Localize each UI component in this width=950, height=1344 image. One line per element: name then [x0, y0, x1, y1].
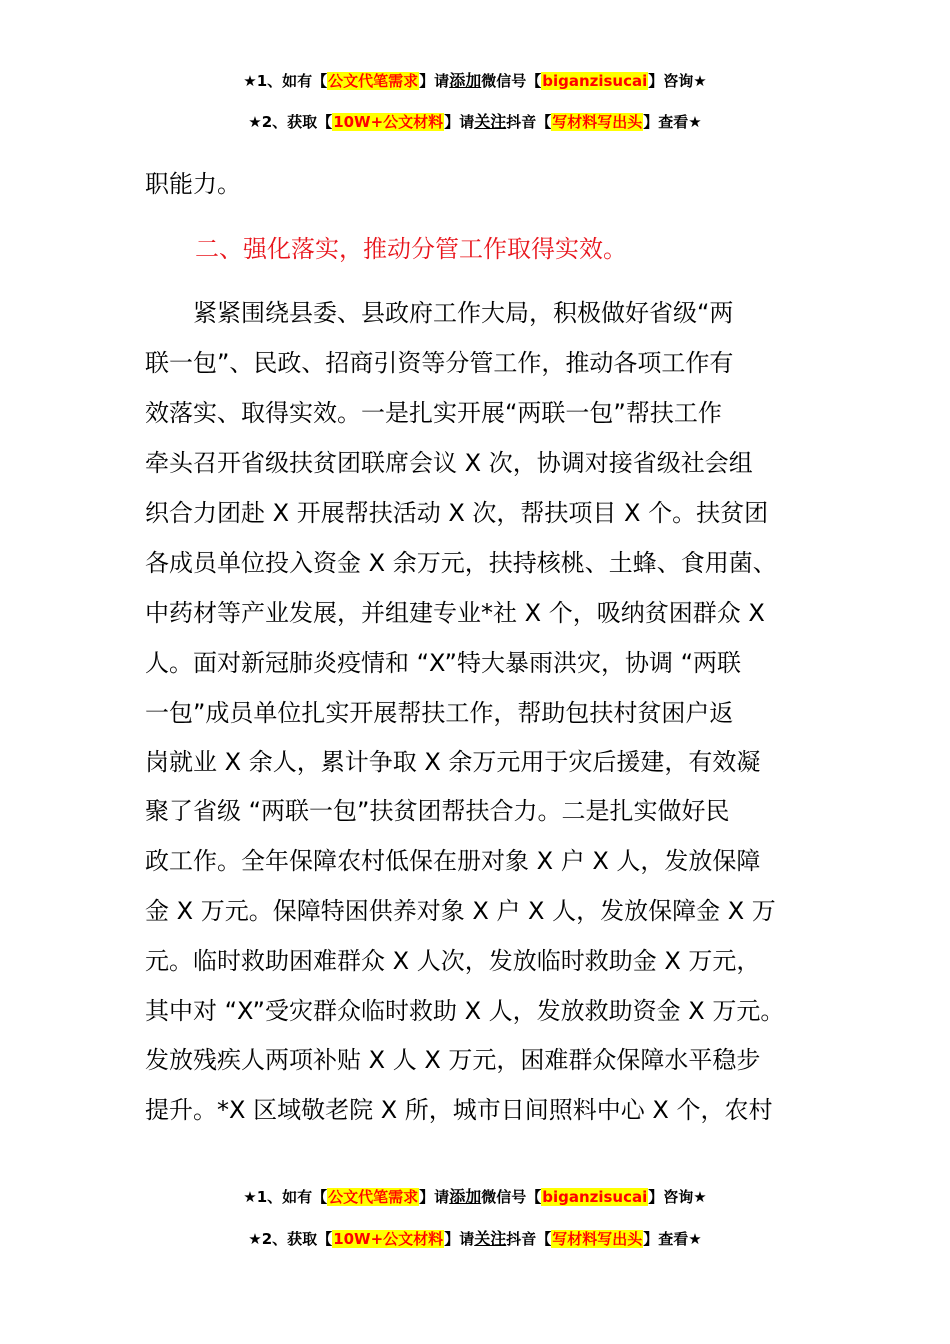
paragraph-line: 发放残疾人两项补贴 X 人 X 万元，困难群众保障水平稳步	[145, 1046, 761, 1074]
promo-text: 】请	[444, 113, 475, 131]
paragraph-line: 中药材等产业发展，并组建专业*社 X 个，吸纳贫困群众 X	[145, 599, 765, 627]
promo-text: 抖音【	[506, 1230, 552, 1248]
paragraph-line: 聚了省级 “两联一包”扶贫团帮扶合力。二是扎实做好民	[145, 797, 730, 825]
promo-text: ★1、如有【	[243, 1188, 328, 1206]
promo-text: ★1、如有【	[243, 72, 328, 90]
promo-text: 】请	[419, 1188, 450, 1206]
promo-text: 抖音【	[506, 113, 552, 131]
paragraph-line: 其中对 “X”受灾群众临时救助 X 人，发放救助资金 X 万元。	[145, 997, 785, 1025]
paragraph-line: 政工作。全年保障农村低保在册对象 X 户 X 人，发放保障	[145, 847, 761, 875]
promo-highlight-wechat-id: biganzisucai	[542, 1188, 648, 1206]
promo-emphasis: 关注	[474, 1229, 507, 1248]
promo-text: 微信号【	[481, 72, 542, 90]
promo-highlight: 10W+公文材料	[333, 1230, 444, 1248]
paragraph-line: 各成员单位投入资金 X 余万元，扶持核桃、土蜂、食用菌、	[145, 549, 777, 577]
promo-highlight-douyin: 写材料写出头	[552, 1230, 643, 1248]
promo-highlight-wechat-id: biganzisucai	[542, 72, 648, 90]
paragraph-line: 联一包”、民政、招商引资等分管工作，推动各项工作有	[145, 349, 734, 377]
promo-text: ★2、获取【	[248, 1230, 333, 1248]
section-heading: 二、强化落实，推动分管工作取得实效。	[195, 235, 627, 263]
promo-emphasis: 添加	[449, 1187, 482, 1206]
paragraph-line: 人。面对新冠肺炎疫情和 “X”特大暴雨洪灾，协调 “两联	[145, 649, 742, 677]
paragraph-line: 效落实、取得实效。一是扎实开展“两联一包”帮扶工作	[145, 399, 722, 427]
promo-highlight: 公文代笔需求	[328, 1188, 419, 1206]
paragraph-line: 金 X 万元。保障特困供养对象 X 户 X 人，发放保障金 X 万	[145, 897, 776, 925]
promo-emphasis: 关注	[474, 112, 507, 131]
footer-promo-line-2	[0, 1228, 950, 1250]
paragraph-line: 织合力团赴 X 开展帮扶活动 X 次，帮扶项目 X 个。扶贫团	[145, 499, 769, 527]
footer-promo-line-1	[0, 1186, 950, 1208]
promo-text: 】咨询★	[648, 72, 707, 90]
paragraph-line: 提升。*X 区域敬老院 X 所，城市日间照料中心 X 个，农村	[145, 1096, 773, 1124]
promo-text: 】请	[444, 1230, 475, 1248]
paragraph-line: 紧紧围绕县委、县政府工作大局，积极做好省级“两	[145, 299, 734, 327]
promo-text: 】请	[419, 72, 450, 90]
paragraph-line: 岗就业 X 余人，累计争取 X 余万元用于灾后援建，有效凝	[145, 748, 761, 776]
promo-highlight-douyin: 写材料写出头	[552, 113, 643, 131]
paragraph-line: 元。临时救助困难群众 X 人次，发放临时救助金 X 万元，	[145, 947, 761, 975]
promo-text: 微信号【	[481, 1188, 542, 1206]
promo-text: ★2、获取【	[248, 113, 333, 131]
promo-emphasis: 添加	[449, 71, 482, 90]
promo-text: 】查看★	[643, 1230, 702, 1248]
paragraph-line: 牵头召开省级扶贫团联席会议 X 次，协调对接省级社会组	[145, 449, 753, 477]
paragraph-line: 一包”成员单位扎实开展帮扶工作，帮助包扶村贫困户返	[145, 699, 734, 727]
header-promo-line-1	[0, 70, 950, 92]
promo-text: 】咨询★	[648, 1188, 707, 1206]
continuation-line: 职能力。	[145, 170, 241, 198]
promo-highlight: 10W+公文材料	[333, 113, 444, 131]
header-promo-line-2	[0, 111, 950, 133]
promo-text: 】查看★	[643, 113, 702, 131]
promo-highlight: 公文代笔需求	[328, 72, 419, 90]
